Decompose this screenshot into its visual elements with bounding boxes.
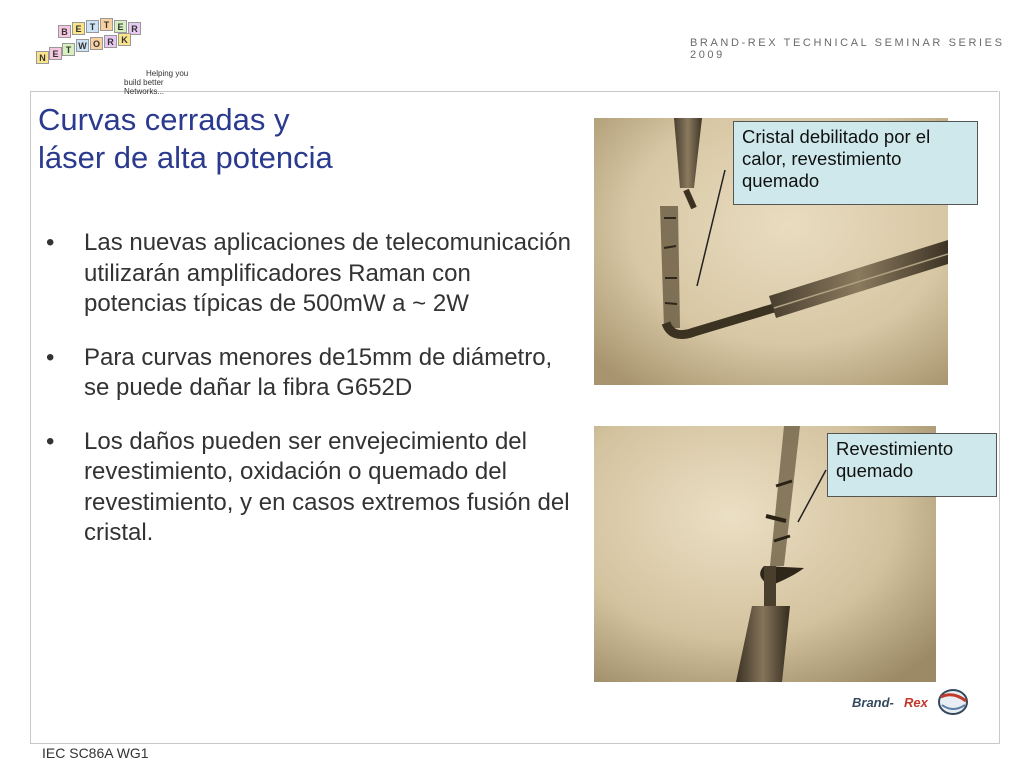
brand-rex-logo [852, 687, 972, 719]
logo-cube: T [62, 43, 75, 56]
bullet-text: Las nuevas aplicaciones de telecomunicación utilizarán amplificadores Raman con potencias típicas de 500mW a ~ 2W [84, 229, 571, 317]
logo-cube: N [36, 51, 49, 64]
callout1-leader [697, 170, 725, 286]
brand-globe-icon [936, 687, 970, 717]
logo-tagline-line: build better Networks... [124, 78, 165, 96]
slide-title-line: Curvas cerradas y [38, 102, 290, 137]
logo-cube: E [49, 47, 62, 60]
bullet-text: Los daños pueden ser envejecimiento del revestimiento, oxidación o quemado del revestimiento, y en casos extremos fusión del cristal. [84, 427, 570, 546]
logo-tagline-line: Helping you [146, 69, 189, 78]
logo-cube: T [100, 18, 113, 31]
logo-cube: R [128, 22, 141, 35]
logo-cube: B [58, 25, 71, 38]
bullet-dot: • [46, 229, 55, 256]
callout-burned-coating: Revestimiento quemado [827, 433, 997, 497]
logo-cube: R [104, 35, 117, 48]
brand-logo-suffix: Rex [904, 695, 928, 710]
callout2-leader [798, 470, 826, 522]
bullet-text: Para curvas menores de15mm de diámetro, se puede dañar la fibra G652D [84, 343, 553, 401]
logo-cube: O [90, 37, 103, 50]
logo-cube: W [76, 39, 89, 52]
logo-cube: K [118, 33, 131, 46]
footer-text: IEC SC86A WG1 [42, 745, 149, 761]
logo-cube: E [114, 20, 127, 33]
brand-logo-prefix: Brand- [852, 695, 894, 710]
logo-cube: T [86, 20, 99, 33]
seminar-series-header: BRAND-REX TECHNICAL SEMINAR SERIES 2009 [690, 37, 1005, 61]
slide-title-line: láser de alta potencia [38, 140, 333, 175]
bullet-dot: • [46, 343, 55, 371]
logo-cube: E [72, 22, 85, 35]
bullet-dot: • [46, 427, 55, 455]
callout-weakened-glass: Cristal debilitado por el calor, revestimiento quemado [733, 121, 978, 205]
